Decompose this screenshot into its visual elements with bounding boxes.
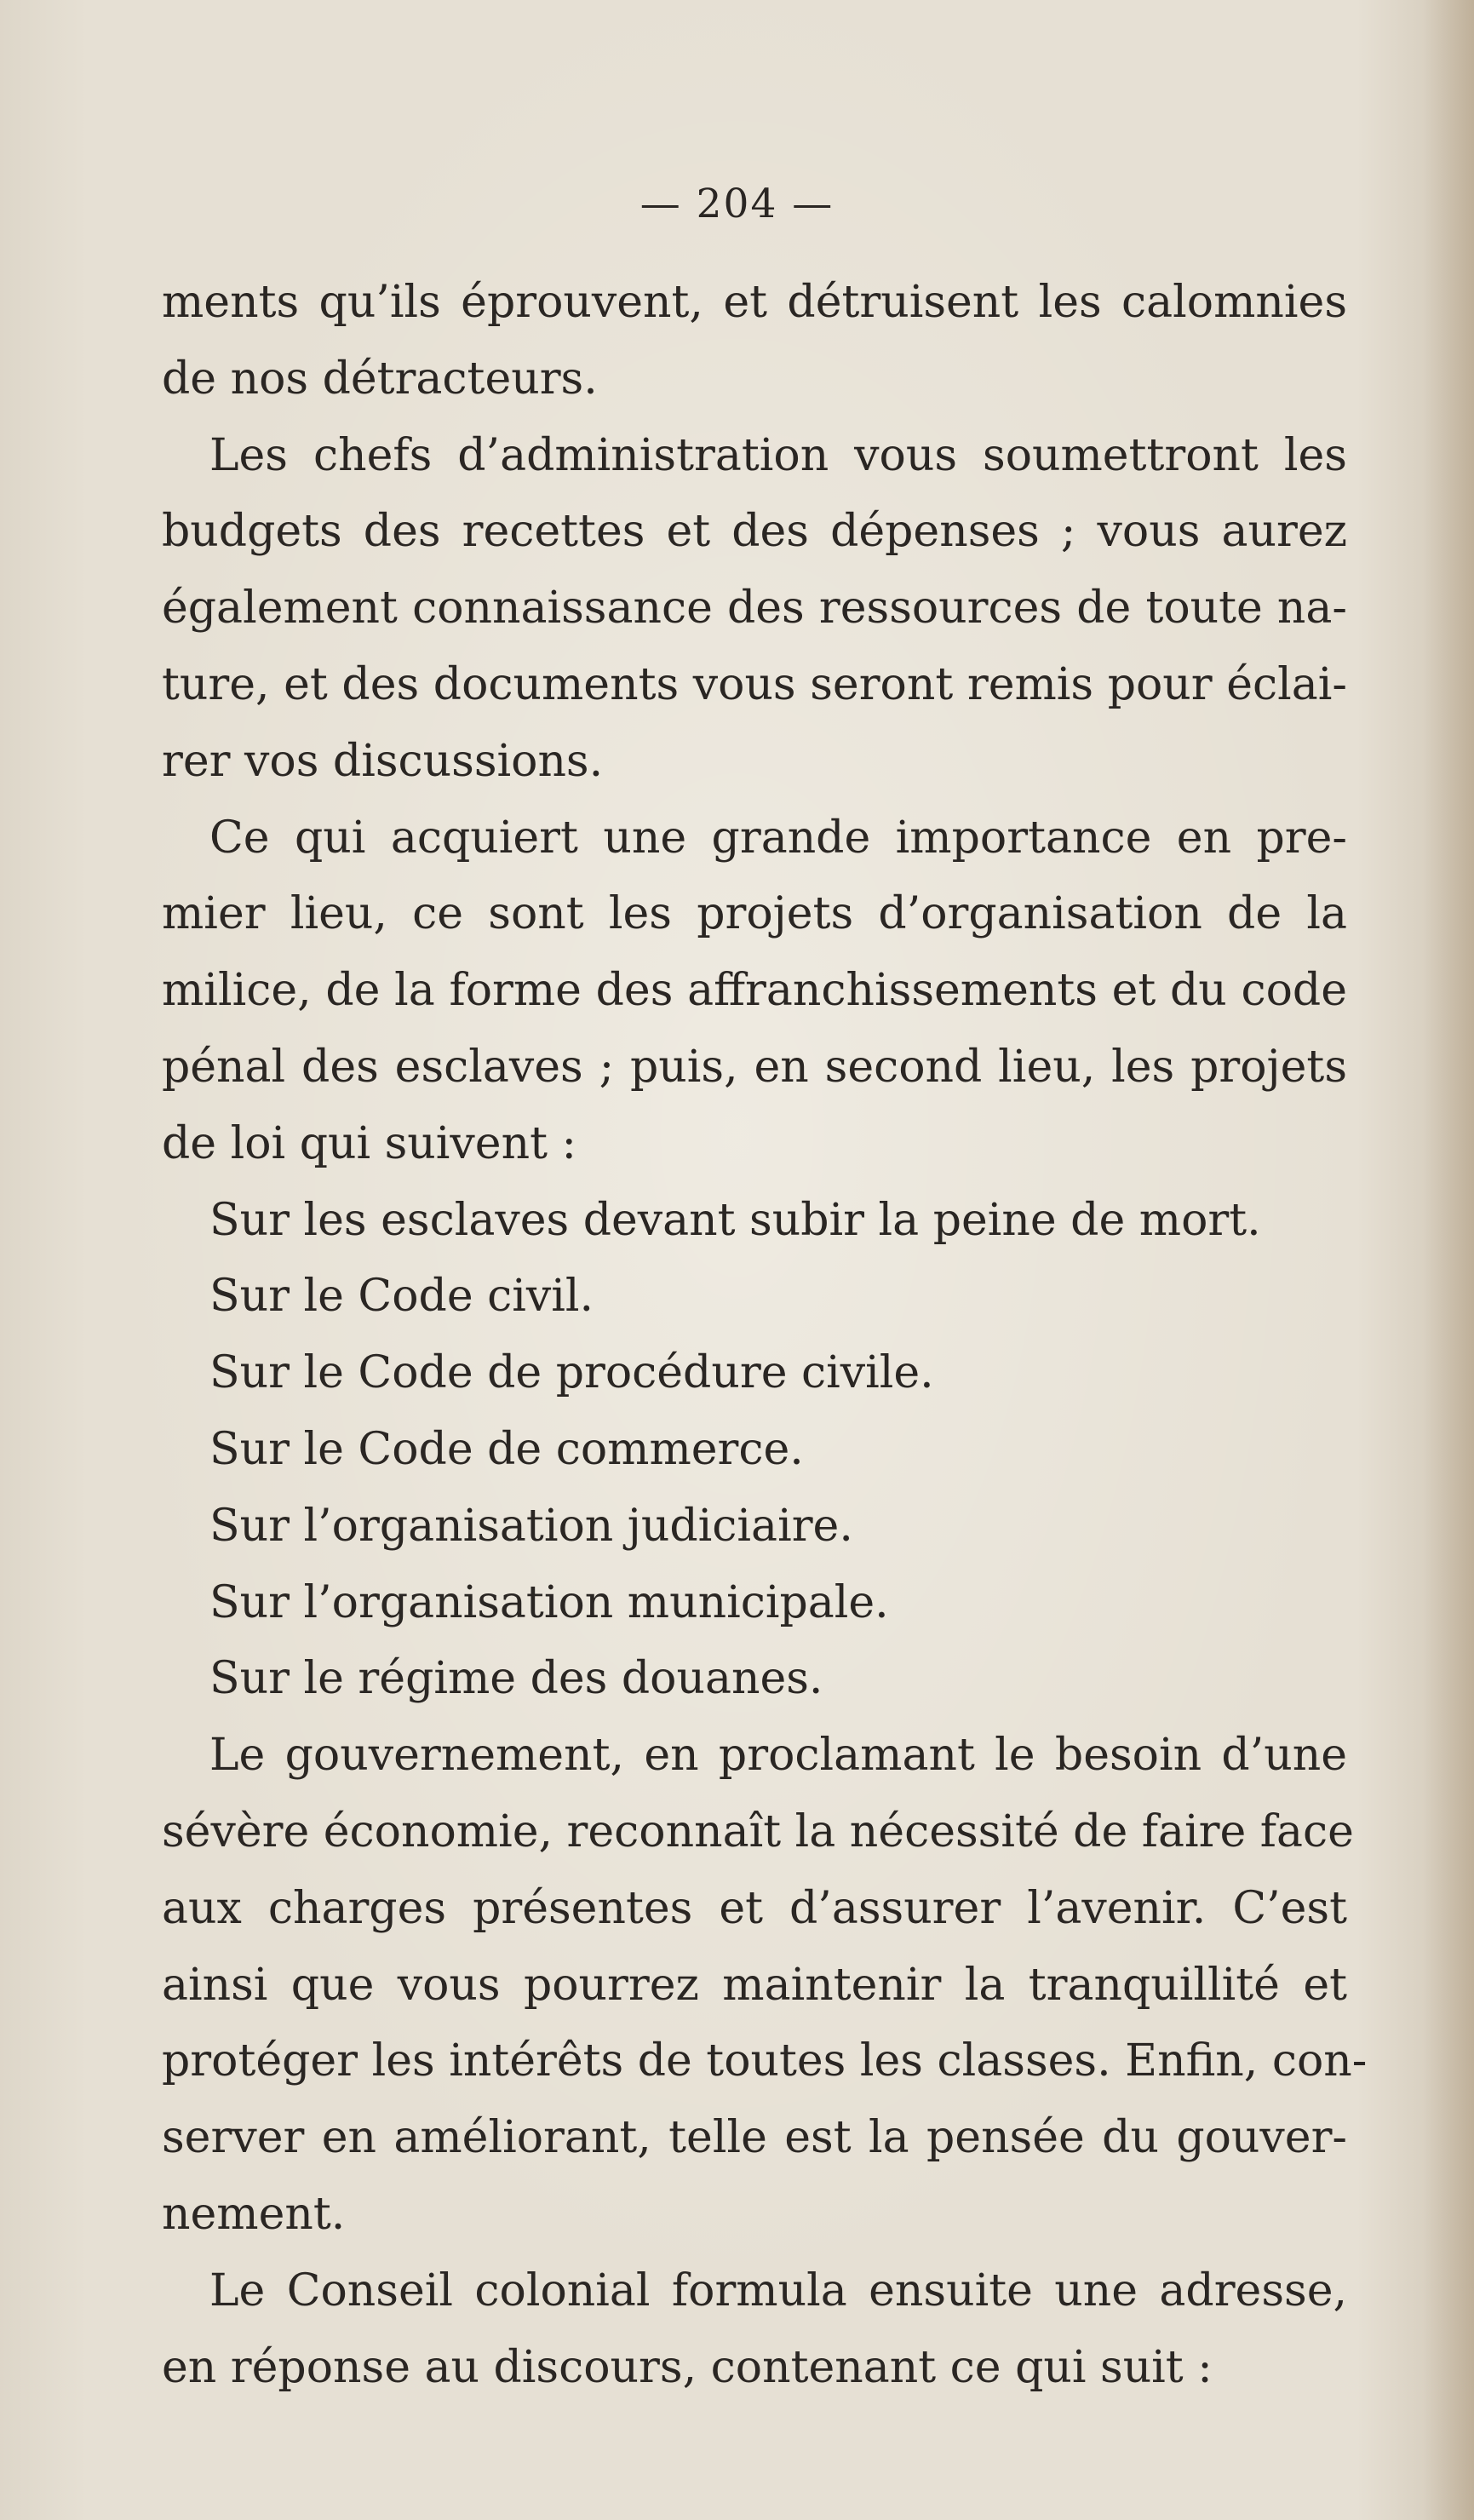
- list-item: Sur les esclaves devant subir la peine de mort.: [209, 1194, 1261, 1246]
- list-item: Sur le Code civil.: [209, 1271, 594, 1323]
- page-edge-shadow: [1423, 0, 1474, 2520]
- text-line: de loi qui suivent :: [162, 1117, 577, 1169]
- list-item: Sur le régime des douanes.: [209, 1653, 823, 1705]
- text-line: sévère économie, reconnaît la nécessité de faire face: [162, 1805, 1354, 1857]
- text-line: ments qu’ils éprouvent, et détruisent les calomnies: [162, 277, 1347, 328]
- text-line: nement.: [162, 2188, 346, 2240]
- page-number: — 204 —: [639, 181, 835, 227]
- body-text: [162, 265, 1368, 2406]
- text-line: server en améliorant, telle est la pensée du gouver-: [162, 2112, 1347, 2164]
- list-item: Sur le Code de procédure civile.: [209, 1347, 934, 1399]
- list-item: Sur l’organisation judiciaire.: [209, 1500, 853, 1552]
- text-line: mier lieu, ce sont les projets d’organisation de la: [162, 888, 1347, 940]
- text-line: de nos détracteurs.: [162, 353, 598, 405]
- text-line: aux charges présentes et d’assurer l’avenir. C’est: [162, 1882, 1347, 1934]
- text-line: Le gouvernement, en proclamant le besoin d’une: [209, 1730, 1347, 1782]
- text-line: Ce qui acquiert une grande importance en pre-: [209, 812, 1347, 864]
- text-line: ture, et des documents vous seront remis pour éclai-: [162, 658, 1347, 710]
- text-line: budgets des recettes et des dépenses ; vous aurez: [162, 506, 1347, 558]
- text-line: milice, de la forme des affranchissements et du code: [162, 965, 1347, 1017]
- text-line: ainsi que vous pourrez maintenir la tranquillité et: [162, 1959, 1347, 2011]
- text-line: en réponse au discours, contenant ce qui suit :: [162, 2341, 1213, 2393]
- text-line: Le Conseil colonial formula ensuite une adresse,: [209, 2265, 1347, 2316]
- text-line: également connaissance des ressources de toute na-: [162, 583, 1347, 634]
- text-line: protéger les intérêts de toutes les classes. Enfin, con-: [162, 2035, 1368, 2087]
- list-item: Sur le Code de commerce.: [209, 1423, 804, 1475]
- text-line: pénal des esclaves ; puis, en second lieu, les projets: [162, 1041, 1347, 1093]
- text-line: Les chefs d’administration vous soumettront les: [209, 429, 1347, 481]
- list-item: Sur l’organisation municipale.: [209, 1576, 889, 1628]
- text-line: rer vos discussions.: [162, 735, 604, 787]
